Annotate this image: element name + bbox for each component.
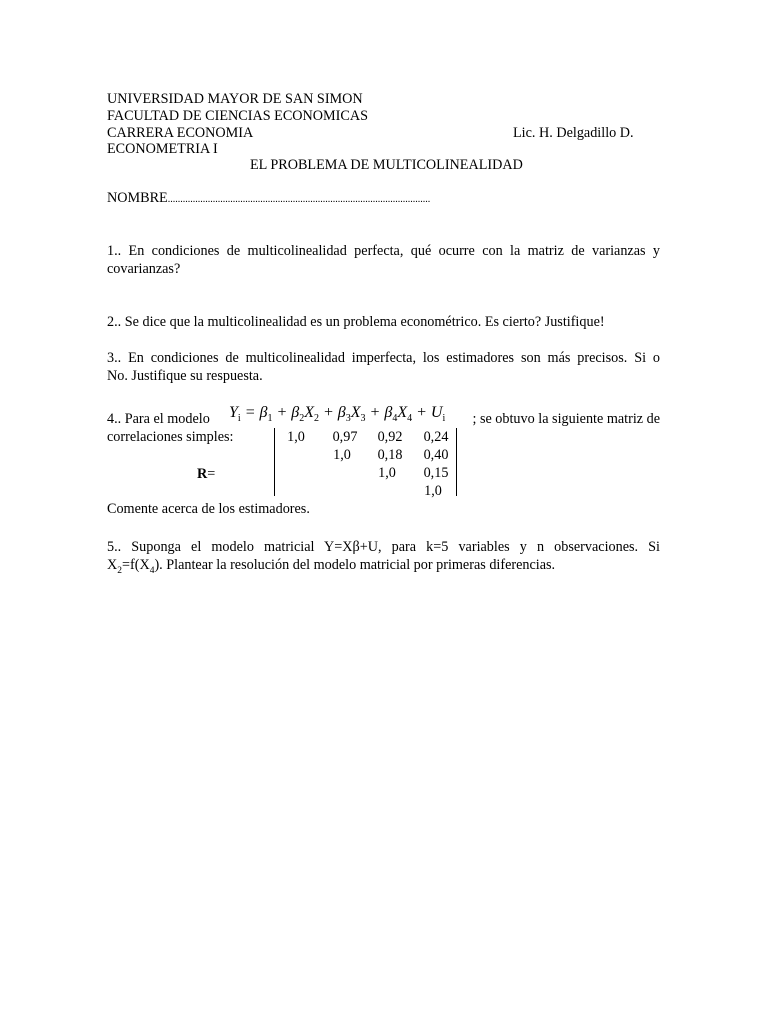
matrix-left-bar (274, 428, 275, 496)
matrix-cell-1-2: 0,97 (332, 429, 358, 445)
matrix-right-bar (456, 428, 457, 496)
question-4-intro: 4.. Para el modelo (107, 411, 210, 427)
question-3-line-1: 3.. En condiciones de multicolinealidad imperfecta, los estimadores son más precisos. Si o (107, 350, 660, 366)
name-label: NOMBRE (107, 190, 168, 206)
name-dots: ......................................................................................................... (167, 194, 431, 205)
matrix-cell-1-4: 0,24 (423, 429, 449, 445)
teacher-name: Lic. H. Delgadillo D. (513, 125, 634, 141)
matrix-label: R= (197, 466, 216, 482)
question-4-line-2: correlaciones simples: (107, 429, 234, 445)
question-4-closing: Comente acerca de los estimadores. (107, 501, 310, 517)
matrix-cell-3-4: 0,15 (423, 465, 449, 481)
question-3-line-2: No. Justifique su respuesta. (107, 368, 263, 384)
matrix-cell-4-4: 1,0 (424, 483, 442, 499)
question-1-line-2: covarianzas? (107, 261, 181, 277)
question-5 (107, 538, 660, 574)
matrix-cell-2-3: 0,18 (377, 447, 403, 463)
question-3 (107, 349, 660, 385)
question-2 (107, 313, 660, 331)
name-line (107, 190, 430, 208)
question-5-line-1: 5.. Suponga el modelo matricial Y=Xβ+U, para k=5 variables y n observaciones. Si (107, 539, 660, 555)
question-2-line-1: 2.. Se dice que la multicolinealidad es un problema econométrico. Es cierto? Justifique! (107, 314, 605, 330)
matrix-cell-2-4: 0,40 (423, 447, 449, 463)
question-4-after-equation: ; se obtuvo la siguiente matriz de (472, 411, 660, 427)
matrix-cell-2-2: 1,0 (333, 447, 351, 463)
matrix-cell-3-3: 1,0 (378, 465, 396, 481)
question-1 (107, 242, 660, 278)
faculty-name: FACULTAD DE CIENCIAS ECONOMICAS (107, 108, 368, 124)
question-1-line-1: 1.. En condiciones de multicolinealidad perfecta, qué ocurre con la matriz de varianzas y (107, 243, 660, 259)
document-title: EL PROBLEMA DE MULTICOLINEALIDAD (250, 157, 523, 173)
model-equation: $Y_i = \beta_1 + \beta_2X_2 + \beta_3X_3 + \beta_4X_4 + U_i$ (229, 404, 446, 425)
course-name: ECONOMETRIA I (107, 141, 218, 157)
matrix-cell-1-3: 0,92 (377, 429, 403, 445)
university-name: UNIVERSIDAD MAYOR DE SAN SIMON (107, 91, 363, 107)
matrix-cell-1-1: 1,0 (287, 429, 305, 445)
career-name: CARRERA ECONOMIA (107, 125, 254, 141)
question-5-line-2: $X_2=f(X_4)$. Plantear la resolución del modelo matricial por primeras diferencias. (107, 557, 556, 576)
